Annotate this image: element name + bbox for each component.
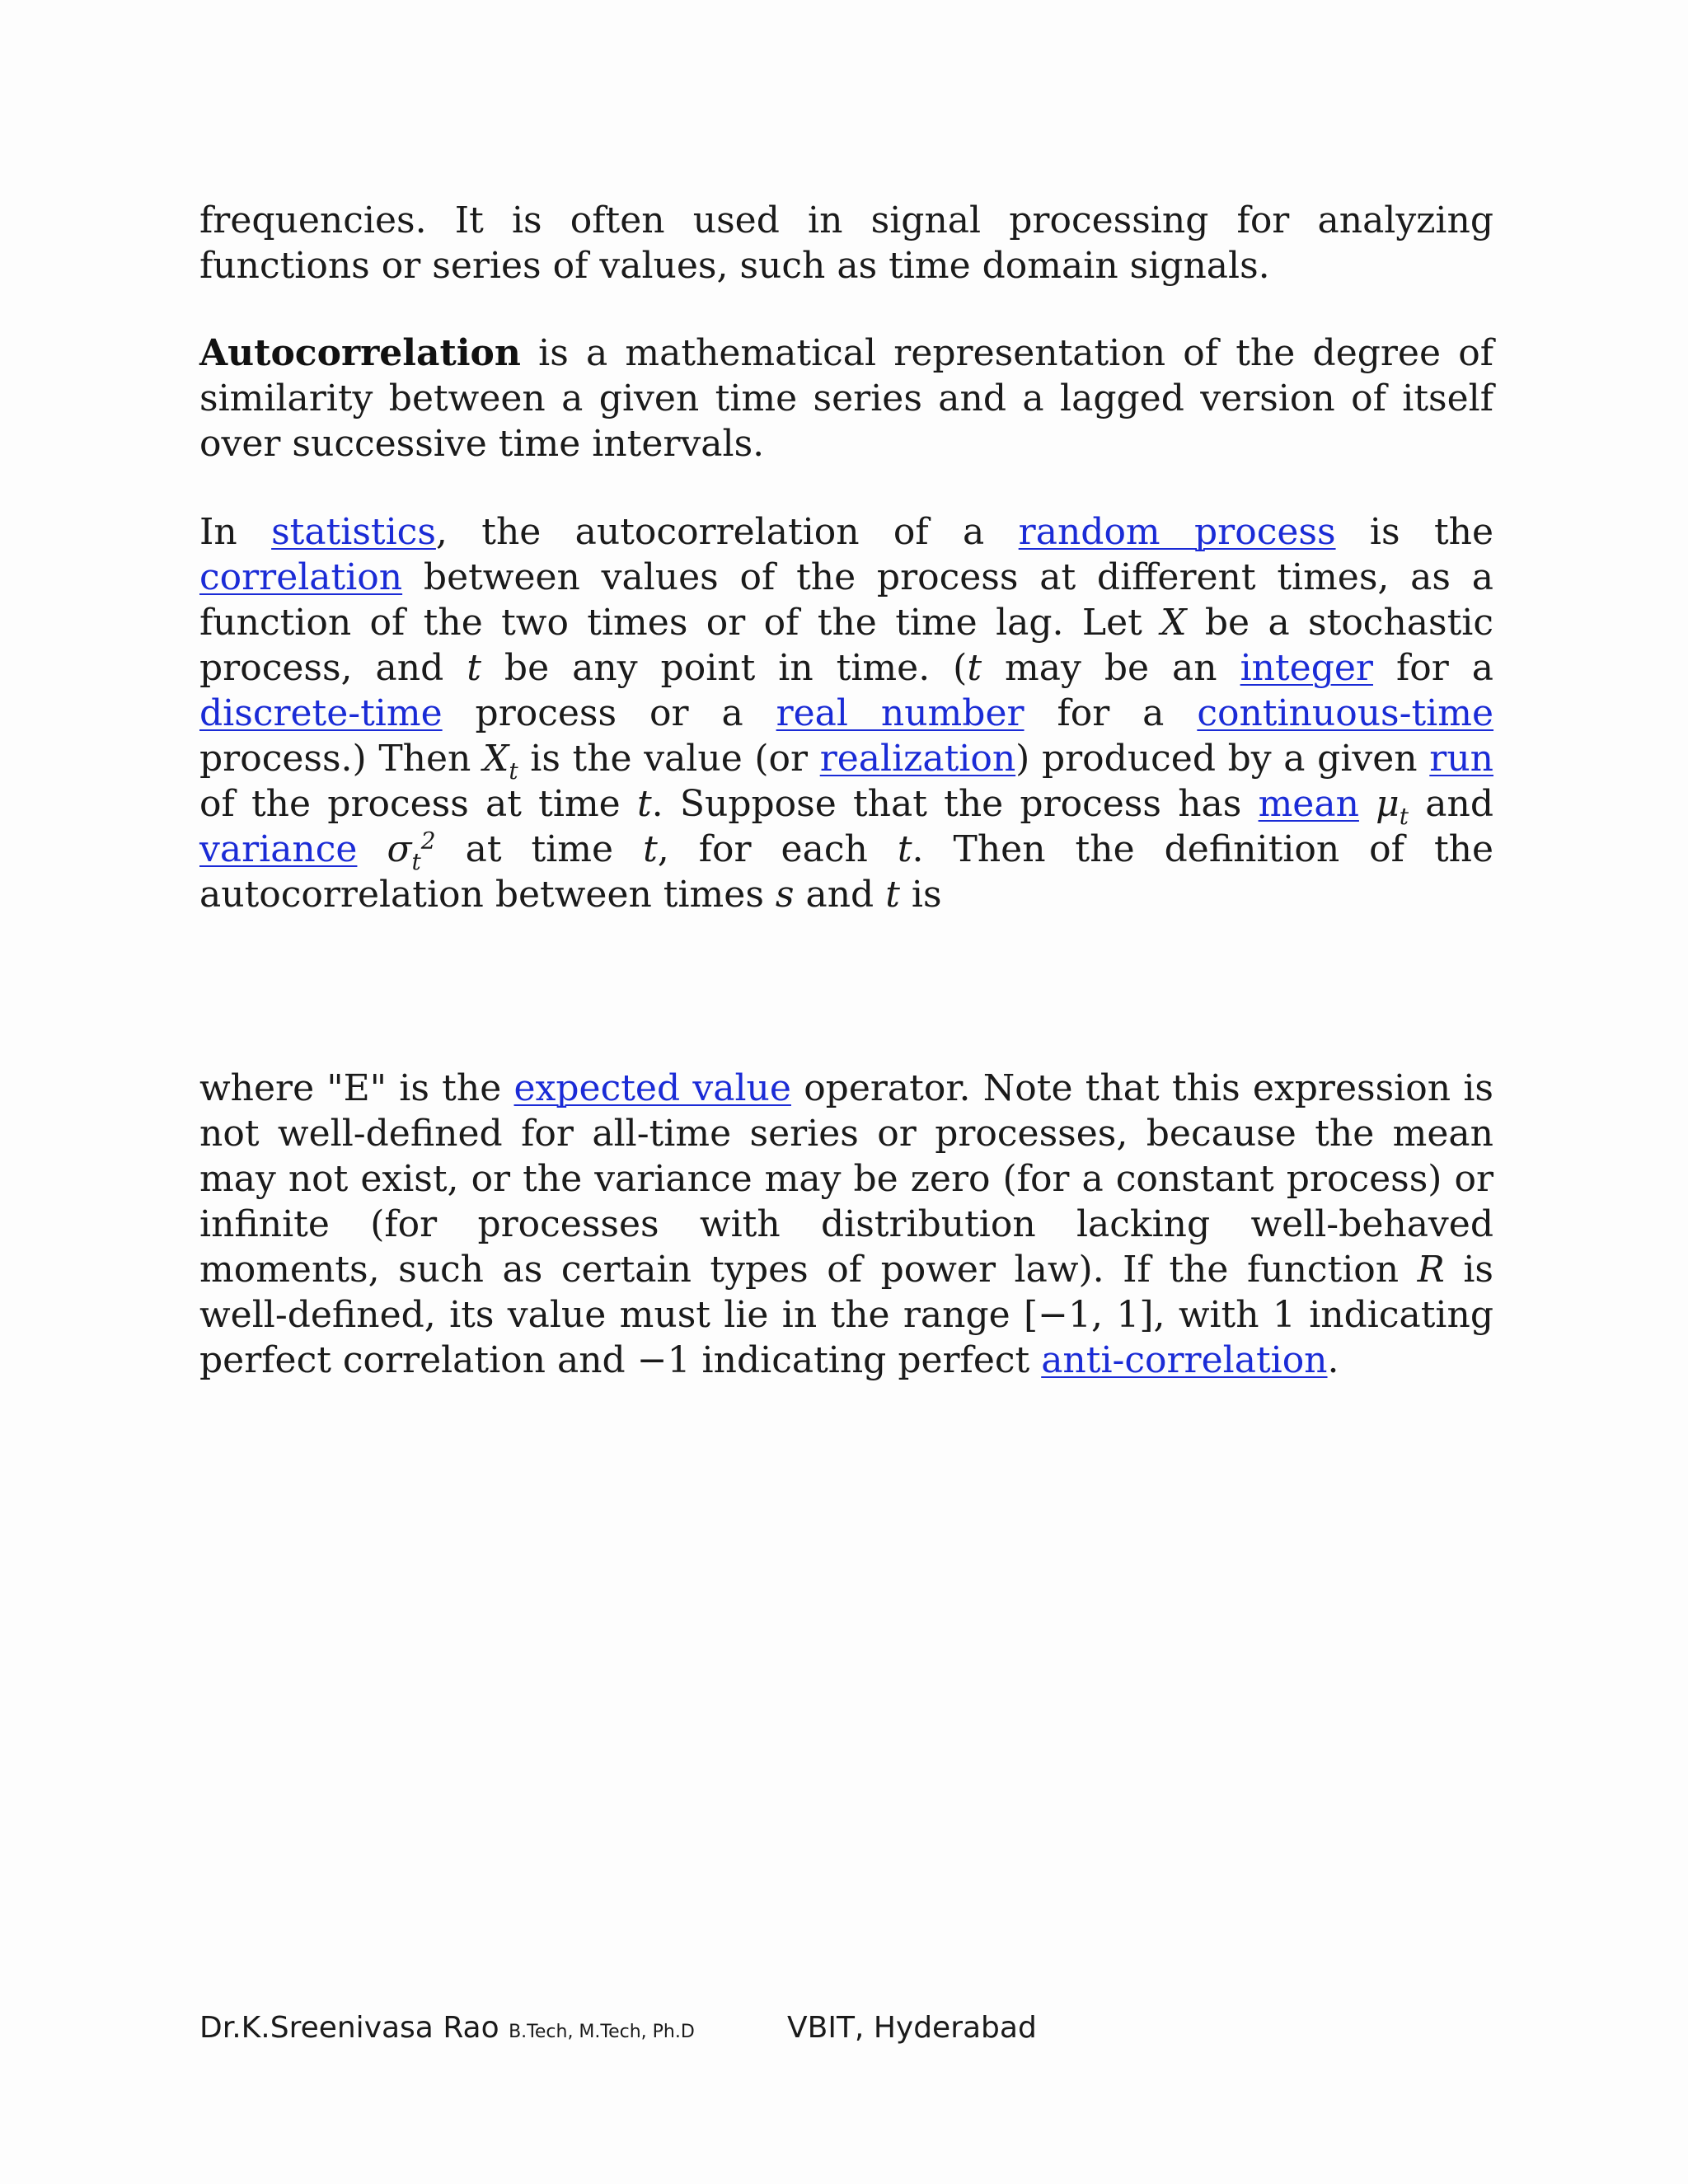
variable-t: t [885, 874, 900, 916]
text-span: is [899, 874, 942, 916]
text-span: between values of the process at different times, as a function of the two times or of the time lag. Let [199, 556, 1493, 644]
link-correlation[interactable]: correlation [199, 556, 403, 598]
text-span: In [199, 511, 272, 553]
variable-mu: μ [1376, 783, 1400, 825]
link-run[interactable]: run [1429, 738, 1493, 780]
text-span: and [1409, 783, 1493, 825]
author-name: Dr.K.Sreenivasa Rao [199, 2011, 499, 2045]
author-degrees: B.Tech, M.Tech, Ph.D [509, 2022, 695, 2042]
text-span: and [794, 874, 886, 916]
paragraph-statistics-definition [199, 509, 1493, 917]
link-discrete-time[interactable]: discrete-time [199, 692, 443, 734]
link-variance[interactable]: variance [199, 828, 358, 870]
variable-sigma: σ [387, 828, 412, 870]
text-span: for a [1024, 692, 1198, 734]
text-span: . [1327, 1339, 1339, 1381]
paragraph-autocorrelation-definition [199, 330, 1493, 466]
link-realization[interactable]: realization [819, 738, 1016, 780]
link-continuous-time[interactable]: continuous-time [1197, 692, 1494, 734]
variable-t: t [467, 647, 481, 689]
variable-t: t [967, 647, 982, 689]
text-span [1359, 783, 1376, 825]
text-span: where "E" is the [199, 1067, 514, 1109]
text-span: at time [435, 828, 644, 870]
text-span: . Suppose that the process has [651, 783, 1259, 825]
link-anti-correlation[interactable]: anti-correlation [1041, 1339, 1328, 1381]
variable-s: s [775, 874, 795, 916]
paragraph-intro-continuation: frequencies. It is often used in signal processing for analyzing functions or series of values, such as time domain signals. [199, 199, 1493, 287]
link-expected-value[interactable]: expected value [513, 1067, 791, 1109]
link-integer[interactable]: integer [1240, 647, 1373, 689]
text-span: is well-defined, its value must lie in the range [−1, 1], with 1 indicating perfect correlation and −1 indicating perfect [199, 1249, 1493, 1381]
variable-t: t [897, 828, 912, 870]
text-span: for a [1372, 647, 1493, 689]
text-span [357, 828, 387, 870]
text-span: of the process at time [199, 783, 637, 825]
variable-x: X [1160, 602, 1187, 644]
text-span: be any point in time. ( [481, 647, 968, 689]
text-span: process.) Then [199, 738, 484, 780]
text-span: . Then the definition of the autocorrelation between times [199, 828, 1494, 916]
text-span: may be an [982, 647, 1240, 689]
footer-institution: VBIT, Hyderabad [787, 2011, 1037, 2045]
text-span: process or a [442, 692, 776, 734]
text-span: , the autocorrelation of a [435, 511, 1019, 553]
subscript-t: t [1399, 802, 1409, 830]
variable-t: t [643, 828, 658, 870]
text-span: is the value (or [518, 738, 820, 780]
link-random-process[interactable]: random process [1018, 511, 1336, 553]
text-span: operator. Note that this expression is not well-defined for all-time series or processes, because the mean may not exist, or the variance may be zero (for a constant process) or infinite (for processes with distribution lacking well-behaved moments, such as certain types of power law). If the function [199, 1067, 1493, 1291]
text-span: is a mathematical representation of the degree of similarity between a given time series and a lagged version of itself over successive time intervals. [199, 332, 1493, 465]
subscript-t: t [509, 757, 518, 785]
link-real-number[interactable]: real number [776, 692, 1025, 734]
term-autocorrelation: Autocorrelation [199, 332, 521, 374]
text-span: ) produced by a given [1015, 738, 1430, 780]
variable-x-t: X [483, 738, 509, 780]
text-span: be a stochastic process, and [199, 602, 1493, 689]
variable-r: R [1417, 1249, 1445, 1291]
link-statistics[interactable]: statistics [271, 511, 436, 553]
link-mean[interactable]: mean [1258, 783, 1359, 825]
text-span: is the [1335, 511, 1494, 553]
subscript-t: t [411, 847, 421, 875]
superscript-2: 2 [420, 827, 436, 855]
footer-author [199, 2011, 695, 2045]
variable-t: t [636, 783, 652, 825]
paragraph-expected-value-note [199, 1066, 1493, 1383]
text-span: , for each [657, 828, 898, 870]
